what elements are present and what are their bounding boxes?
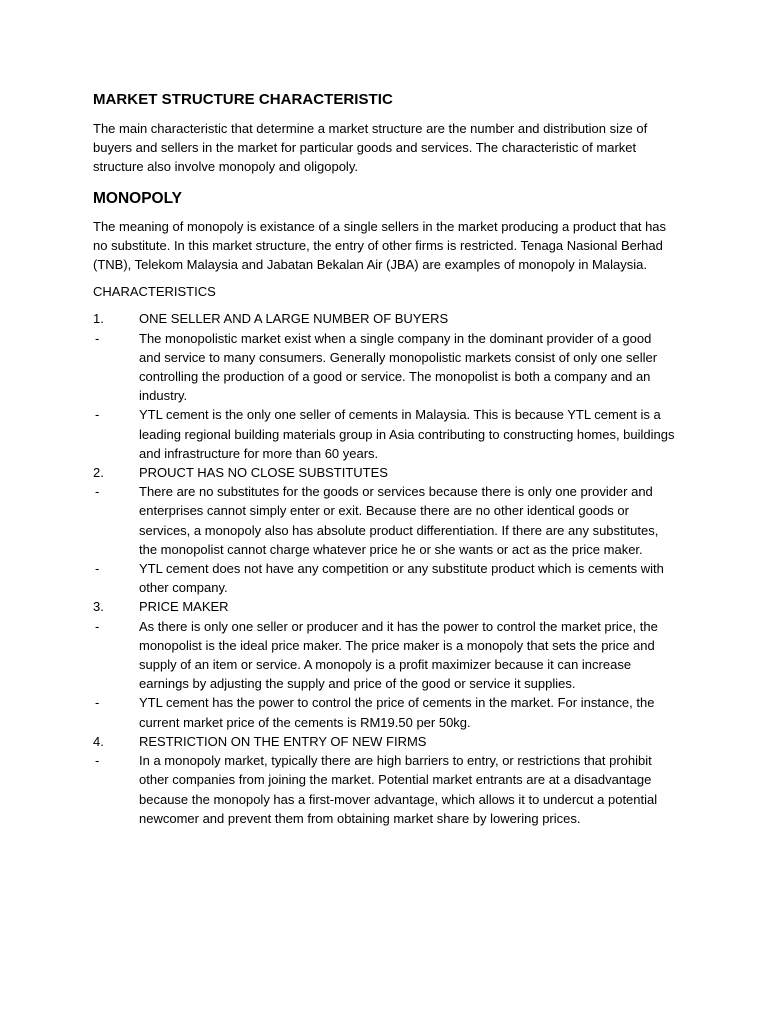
list-item: [93, 617, 676, 694]
list-item: [93, 482, 676, 559]
bullet-dash: -: [95, 330, 100, 346]
section-intro-paragraph: The meaning of monopoly is existance of a single sellers in the market producing a product that has no substitute. In this market structure, the entry of other firms is restricted. Tenaga Nasional Berhad (TNB), Telekom Malaysia and Jabatan Bekalan Air (JBA) are examples of monopoly in Malaysia.: [93, 218, 667, 273]
bullet-text: In a monopoly market, typically there are high barriers to entry, or restrictions that prohibit other companies from joining the market. Potential market entrants are at a disadvantage because the monopoly has a first-mover advantage, which allows it to undercut a potential newcomer and prevent them from obtaining market share by lowering prices.: [139, 753, 658, 826]
characteristic-heading-text: PROUCT HAS NO CLOSE SUBSTITUTES: [139, 465, 388, 481]
list-item: [93, 405, 676, 463]
list-number: 1.: [93, 311, 104, 327]
bullet-text: YTL cement has the power to control the price of cements in the market. For instance, the current market price of the cements is RM19.50 per 50kg.: [139, 695, 655, 730]
list-item: [93, 329, 676, 406]
list-number: 3.: [93, 599, 104, 615]
characteristic-heading: [93, 597, 676, 616]
characteristic-heading-text: ONE SELLER AND A LARGE NUMBER OF BUYERS: [139, 311, 449, 327]
bullet-dash: -: [95, 695, 100, 711]
bullet-dash: -: [95, 484, 100, 500]
characteristic-heading-text: RESTRICTION ON THE ENTRY OF NEW FIRMS: [139, 733, 427, 749]
list-item: [93, 559, 676, 597]
characteristics-label: CHARACTERISTICS: [93, 284, 216, 300]
intro-paragraph: The main characteristic that determine a market structure are the number and distribution size of buyers and sellers in the market for particular goods and services. The characteristic of market structure also involve monopoly and oligopoly.: [93, 121, 648, 175]
characteristic-heading: [93, 463, 676, 482]
characteristics-list: [93, 309, 676, 827]
bullet-text: The monopolistic market exist when a single company in the dominant provider of a good and service to many consumers. Generally monopolistic markets consist of only one seller controlling the production of a good or service. The monopolist is both a company and an industry.: [139, 330, 658, 404]
characteristic-heading: [93, 309, 676, 328]
bullet-text: There are no substitutes for the goods or services because there is only one provider and enterprises cannot simply enter or exit. Because there are no other identical goods or services, a monopoly also has absolute product differentiation. If there are any substitutes, the monopolist cannot charge whatever price he or she wants or act as the price maker.: [139, 484, 659, 557]
document-title: MARKET STRUCTURE CHARACTERISTIC: [93, 91, 393, 108]
list-number: 2.: [93, 465, 104, 481]
bullet-dash: -: [95, 618, 100, 634]
characteristic-heading: [93, 732, 676, 751]
list-item: [93, 693, 676, 731]
list-item: [93, 751, 676, 828]
bullet-text: As there is only one seller or producer and it has the power to control the market price, the monopolist is the ideal price maker. The price maker is a monopoly that sets the price and supply of an item or service. A monopoly is a profit maximizer because it can increase earnings by adjusting the supply and price of the good or service it supplies.: [139, 618, 658, 692]
bullet-text: YTL cement does not have any competition or any substitute product which is cements with other company.: [139, 561, 664, 596]
bullet-dash: -: [95, 753, 100, 769]
bullet-dash: -: [95, 561, 100, 577]
bullet-dash: -: [95, 407, 100, 423]
section-title: MONOPOLY: [93, 189, 182, 207]
characteristic-heading-text: PRICE MAKER: [139, 599, 229, 615]
bullet-text: YTL cement is the only one seller of cements in Malaysia. This is because YTL cement is a leading regional building materials group in Asia contributing to constructing homes, buildings and infrastructure for more than 60 years.: [139, 407, 675, 461]
list-number: 4.: [93, 733, 104, 749]
